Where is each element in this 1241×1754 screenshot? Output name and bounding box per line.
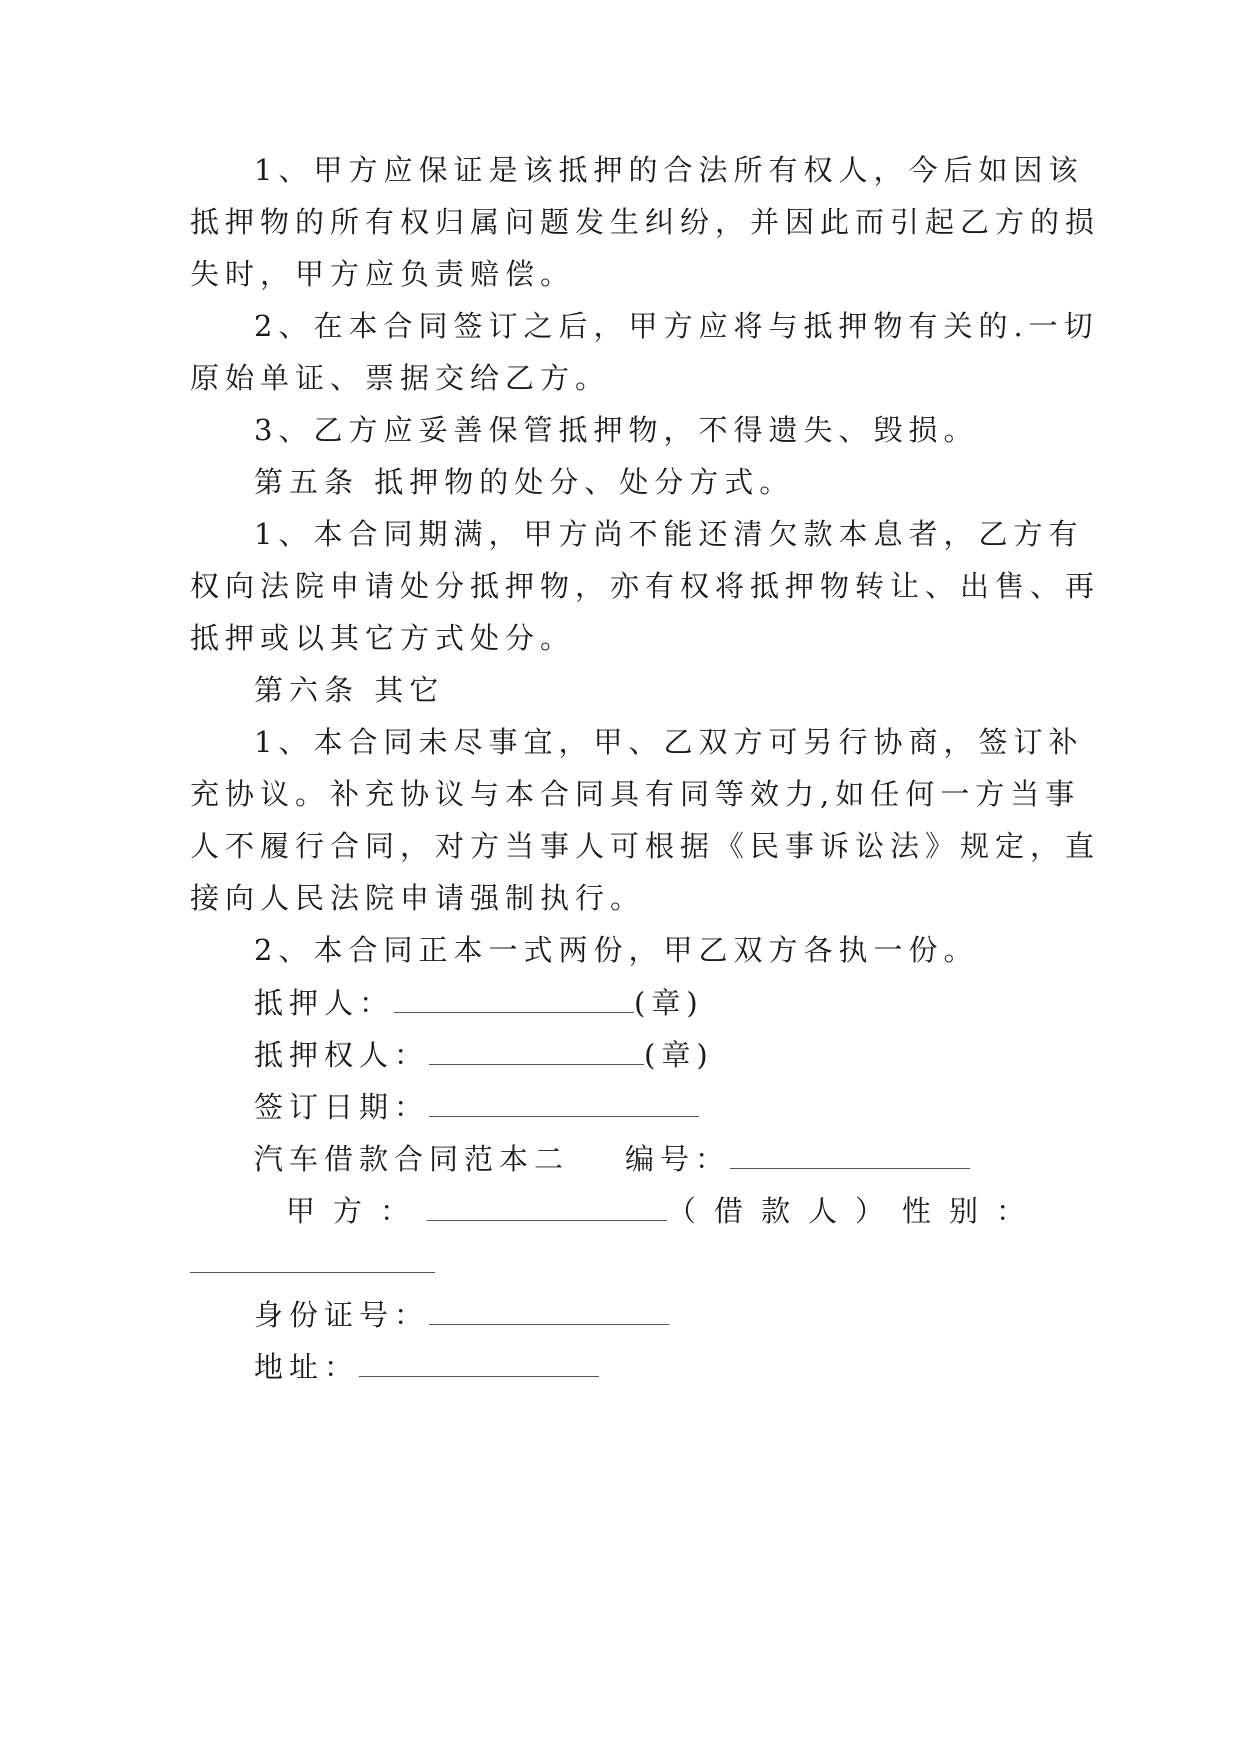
sign-date-line [254, 1086, 1114, 1127]
seal-mark: (章) [644, 1038, 714, 1072]
sign-date-label: 签订日期： [254, 1090, 430, 1124]
party-a-label: 甲方： [286, 1194, 428, 1228]
mortgagee-label: 抵押权人： [254, 1038, 430, 1072]
gender-blank[interactable] [190, 1242, 435, 1273]
paragraph-line: 人不履行合同，对方当事人可根据《民事诉讼法》规定，直 [190, 829, 1101, 863]
seal-mark: (章) [634, 986, 704, 1020]
mortgagee-signature-line [254, 1034, 1114, 1075]
party-a-line [286, 1190, 1146, 1231]
paragraph-line: 1、本合同期满，甲方尚不能还清欠款本息者，乙方有 [254, 517, 1084, 551]
mortgagor-label: 抵押人： [254, 986, 395, 1020]
mortgagor-blank[interactable] [394, 982, 634, 1013]
id-number-label: 身份证号： [254, 1298, 430, 1332]
template2-title-line [254, 1138, 1114, 1179]
paragraph-line: 充协议。补充协议与本合同具有同等效力,如任何一方当事 [190, 777, 1081, 811]
address-label: 地址： [254, 1350, 360, 1384]
number-blank[interactable] [730, 1138, 970, 1169]
article-heading: 第六条 其它 [254, 673, 445, 707]
number-label: 编号： [625, 1142, 731, 1176]
template2-title: 汽车借款合同范本二 [254, 1142, 570, 1176]
paragraph-line: 抵押物的所有权归属问题发生纠纷，并因此而引起乙方的损 [190, 205, 1101, 239]
borrower-tag: （借款人） [667, 1194, 903, 1228]
article-heading: 第五条 抵押物的处分、处分方式。 [254, 465, 795, 499]
mortgagor-signature-line [254, 982, 1114, 1023]
gender-blank-line [190, 1242, 1050, 1283]
id-number-blank[interactable] [429, 1294, 669, 1325]
address-line [254, 1346, 1114, 1387]
paragraph-line: 抵押或以其它方式处分。 [190, 621, 576, 655]
paragraph-line: 接向人民法院申请强制执行。 [190, 881, 646, 915]
sign-date-blank[interactable] [429, 1086, 699, 1117]
address-blank[interactable] [359, 1346, 599, 1377]
paragraph-line: 2、在本合同签订之后，甲方应将与抵押物有关的.一切 [254, 309, 1099, 343]
paragraph-line: 3、乙方应妥善保管抵押物，不得遗失、毁损。 [254, 413, 979, 447]
mortgagee-blank[interactable] [429, 1034, 644, 1065]
paragraph-line: 1、本合同未尽事宜，甲、乙双方可另行协商，签订补 [254, 725, 1084, 759]
party-a-blank[interactable] [427, 1190, 667, 1221]
gender-label: 性别： [902, 1194, 1044, 1228]
paragraph-line: 失时，甲方应负责赔偿。 [190, 257, 576, 291]
paragraph-line: 1、甲方应保证是该抵押的合法所有权人，今后如因该 [254, 153, 1084, 187]
paragraph-line: 2、本合同正本一式两份，甲乙双方各执一份。 [254, 933, 979, 967]
paragraph-line: 原始单证、票据交给乙方。 [190, 361, 611, 395]
paragraph-line: 权向法院申请处分抵押物，亦有权将抵押物转让、出售、再 [190, 569, 1101, 603]
id-number-line [254, 1294, 1114, 1335]
